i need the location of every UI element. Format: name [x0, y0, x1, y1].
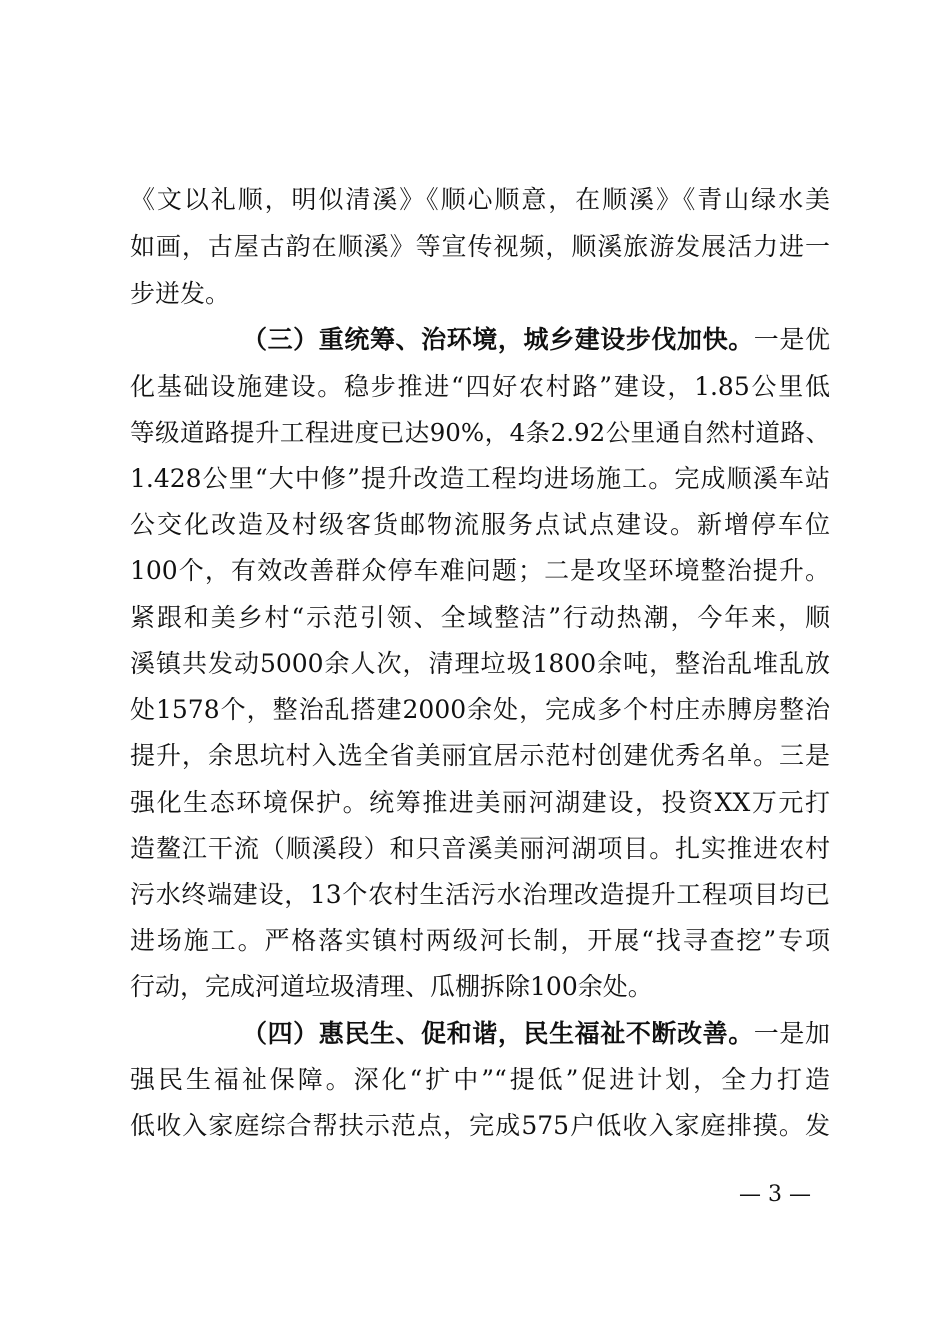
text-line: 处1578个，整治乱搭建2000余处，完成多个村庄赤膊房整治 [130, 695, 830, 724]
text-line: 提升，余思坑村入选全省美丽宜居示范村创建优秀名单。三是 [130, 741, 830, 770]
text-line: 1.428公里“大中修”提升改造工程均进场施工。完成顺溪车站 [130, 464, 830, 493]
text-line: 紧跟和美乡村“示范引领、全域整洁”行动热潮，今年来，顺 [130, 603, 830, 632]
text-line: 污水终端建设，13个农村生活污水治理改造提升工程项目均已 [130, 880, 830, 909]
text-line: 进场施工。严格落实镇村两级河长制，开展“找寻查挖”专项 [130, 926, 830, 955]
text-line: 《文以礼顺，明似清溪》《顺心顺意，在顺溪》《青山绿水美 [130, 185, 830, 214]
text-line: 强化生态环境保护。统筹推进美丽河湖建设，投资XX万元打 [130, 788, 830, 817]
text-line: 如画，古屋古韵在顺溪》等宣传视频，顺溪旅游发展活力进一 [130, 232, 830, 261]
text-line: 等级道路提升工程进度已达90%，4条2.92公里通自然村道路、 [130, 418, 830, 447]
section-heading-line [242, 325, 830, 355]
text-line: 低收入家庭综合帮扶示范点，完成575户低收入家庭排摸。发 [130, 1111, 830, 1140]
page-number: — 3 — [739, 1182, 811, 1207]
text-line: 步迸发。 [130, 279, 231, 308]
text-run: 一是加 [753, 1019, 830, 1048]
text-line: 强民生福祉保障。深化“扩中”“提低”促进计划，全力打造 [130, 1065, 830, 1094]
section-heading: （四）惠民生、促和谐，民生福祉不断改善。 [242, 1019, 754, 1048]
text-line: 公交化改造及村级客货邮物流服务点试点建设。新增停车位 [130, 510, 830, 539]
text-line: 溪镇共发动5000余人次，清理垃圾1800余吨，整治乱堆乱放 [130, 649, 830, 678]
text-run: 一是优 [753, 325, 830, 354]
text-line: 造鳌江干流（顺溪段）和只音溪美丽河湖项目。扎实推进农村 [130, 834, 830, 863]
text-line: 行动，完成河道垃圾清理、瓜棚拆除100余处。 [130, 972, 653, 1001]
section-heading-line [242, 1019, 830, 1049]
text-line: 100个，有效改善群众停车难问题；二是攻坚环境整治提升。 [130, 556, 830, 585]
text-line: 化基础设施建设。稳步推进“四好农村路”建设，1.85公里低 [130, 372, 830, 401]
section-heading: （三）重统筹、治环境，城乡建设步伐加快。 [242, 325, 754, 354]
